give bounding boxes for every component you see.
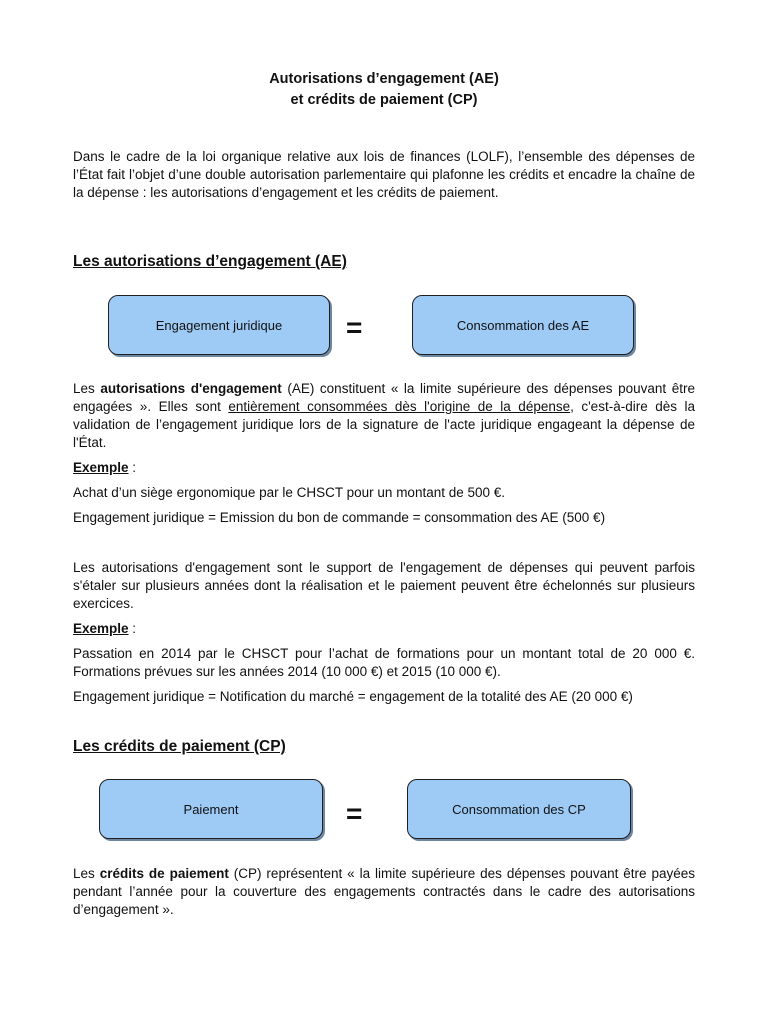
box-paiement: Paiement — [99, 779, 323, 839]
ae-definition-paragraph — [73, 380, 695, 452]
section-heading-cp: Les crédits de paiement (CP) — [73, 738, 286, 755]
ae-def-post: , c'est-à-dire dès la validation de l’engagement juridique lors de la signature de l'acte juridique engageant la dépense de l'État. — [73, 399, 695, 450]
box-consommation-ae: Consommation des AE — [412, 295, 634, 355]
example-1-label-line — [73, 459, 695, 477]
ae-def-pre: Les — [73, 381, 101, 396]
cp-def-post: (CP) représentent « la limite supérieure des dépenses pouvant être payées pendant l’année pour la couverture des engagements contractés dans le cadre des autorisations d’engagement ». — [73, 866, 695, 917]
ae-def-bold: autorisations d'engagement — [100, 381, 282, 396]
equals-sign-ae: = — [346, 312, 363, 343]
example-1-line-2: Engagement juridique = Emission du bon de commande = consommation des AE (500 €) — [73, 510, 606, 525]
example-2-label-line — [73, 620, 695, 638]
example-2-label: Exemple — [73, 621, 129, 636]
cp-def-bold: crédits de paiement — [99, 866, 229, 881]
section-heading-ae: Les autorisations d’engagement (AE) — [73, 253, 347, 270]
example-1-colon: : — [128, 460, 137, 475]
cp-def-pre: Les — [73, 866, 100, 881]
example-1-label: Exemple — [73, 460, 129, 475]
box-engagement-juridique: Engagement juridique — [108, 295, 330, 355]
equals-sign-cp: = — [346, 798, 363, 829]
ae-support-paragraph: Les autorisations d'engagement sont le support de l'engagement de dépenses qui peuvent parfois s'étaler sur plusieurs années dont la réalisation et le paiement peuvent être échelonnés sur plusieurs exercices. — [73, 560, 695, 611]
ae-def-mid: (AE) constituent « la limite supérieure des dépenses pouvant être engagées ». Elles sont — [73, 381, 695, 414]
example-2-line-2: Engagement juridique = Notification du marché = engagement de la totalité des AE (20 000 €) — [73, 689, 633, 704]
intro-paragraph: Dans le cadre de la loi organique relative aux lois de finances (LOLF), l’ensemble des dépenses de l’État fait l’objet d’une double autorisation parlementaire qui plafonne les crédits et encadre la chaîne de la dépense : les autorisations d’engagement et les crédits de paiement. — [73, 149, 695, 200]
document-title — [0, 69, 768, 111]
ae-def-underline: entièrement consommées dès l'origine de la dépense — [228, 399, 571, 414]
title-line-2: et crédits de paiement (CP) — [290, 92, 478, 108]
cp-definition-paragraph — [73, 865, 695, 919]
example-1-line-1: Achat d’un siège ergonomique par le CHSCT pour un montant de 500 €. — [73, 485, 506, 500]
example-2-colon: : — [128, 621, 137, 636]
example-2-line-1: Passation en 2014 par le CHSCT pour l’achat de formations pour un montant total de 20 000 €. Formations prévues sur les années 2014 (10 000 €) et 2015 (10 000 €). — [73, 646, 695, 679]
title-line-1: Autorisations d’engagement (AE) — [269, 71, 499, 87]
box-consommation-cp: Consommation des CP — [407, 779, 631, 839]
